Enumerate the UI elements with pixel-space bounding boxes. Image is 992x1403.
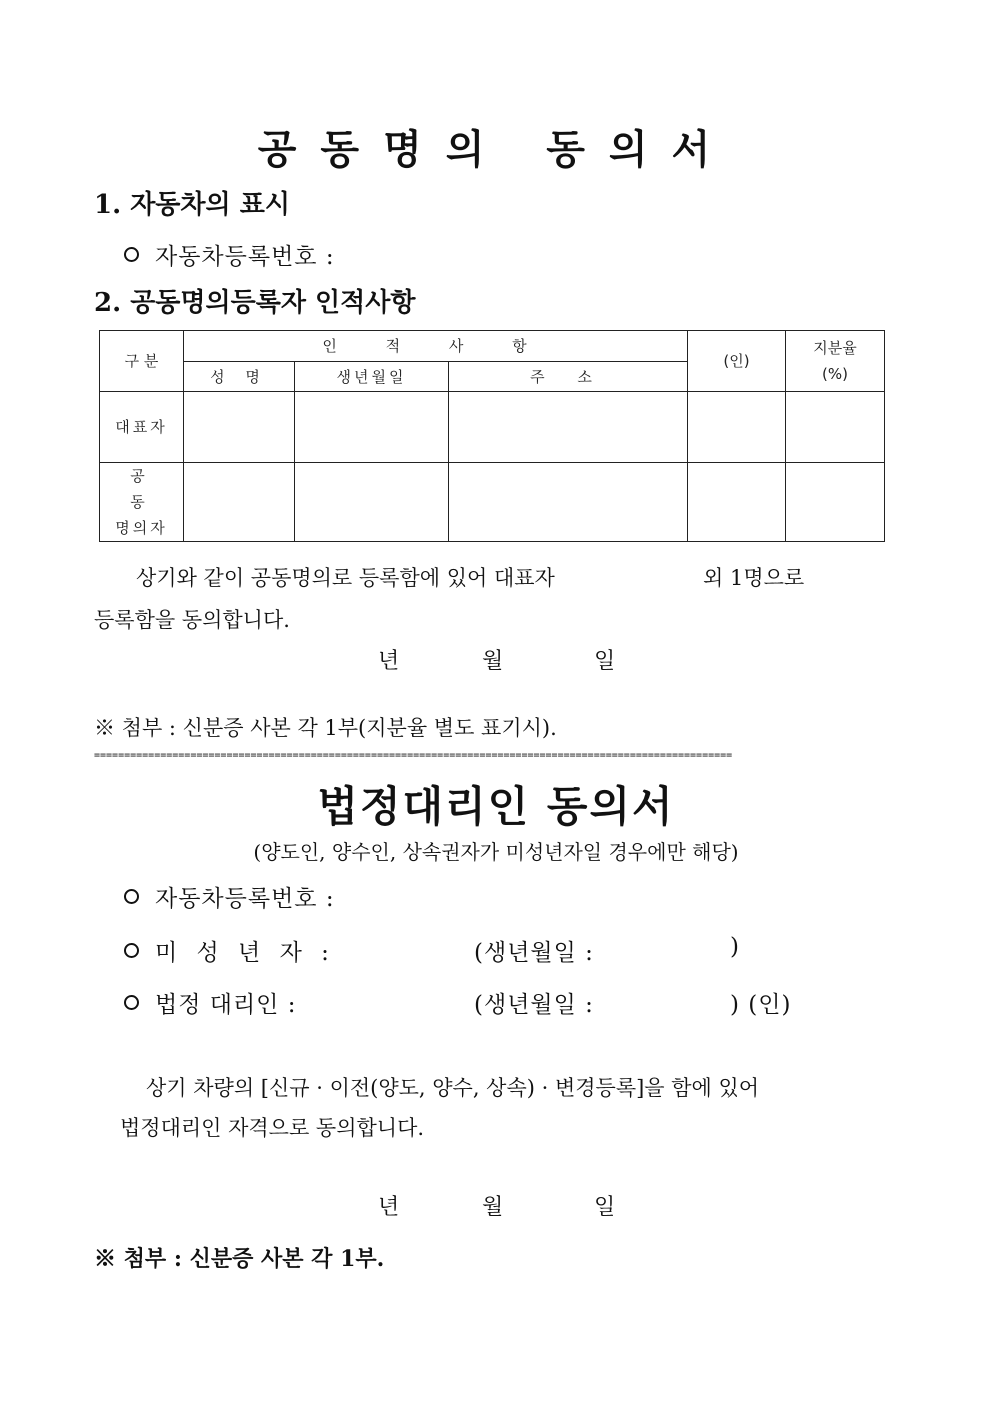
cell-rep-share[interactable] bbox=[786, 392, 885, 463]
cell-joint-share[interactable] bbox=[786, 463, 885, 542]
reg-number-item bbox=[124, 238, 335, 271]
cell-rep-seal[interactable] bbox=[688, 392, 786, 463]
section-heading-owners: 2. 공동명의등록자 인적사항 bbox=[94, 288, 416, 318]
separator-line: ========================================================================================================== bbox=[94, 750, 733, 761]
header-address: 주 소 bbox=[449, 362, 688, 392]
date-year-1: 년 bbox=[378, 649, 400, 674]
header-name: 성 명 bbox=[184, 362, 295, 392]
section-heading-vehicle: 1. 자동차의 표시 bbox=[94, 190, 290, 220]
date-day-1: 일 bbox=[594, 649, 616, 674]
owners-table bbox=[99, 330, 885, 542]
joint-label-line2: 명의자 bbox=[115, 519, 168, 537]
cell-rep-name[interactable] bbox=[184, 392, 295, 463]
consent-text-line1b: 외 1명으로 bbox=[703, 566, 805, 590]
guardian-reg-number-label: 자동차등록번호 : bbox=[155, 886, 335, 912]
joint-label-line1: 공 동 bbox=[130, 467, 163, 511]
header-share-label: 지분율 bbox=[813, 339, 857, 357]
guardian-consent-line2: 법정대리인 자격으로 동의합니다. bbox=[120, 1116, 425, 1140]
cell-joint-seal[interactable] bbox=[688, 463, 786, 542]
row-label-representative: 대표자 bbox=[100, 392, 184, 463]
consent-text-line2: 등록함을 동의합니다. bbox=[94, 608, 290, 632]
cell-rep-birth[interactable] bbox=[295, 392, 449, 463]
cell-rep-address[interactable] bbox=[449, 392, 688, 463]
cell-joint-address[interactable] bbox=[449, 463, 688, 542]
guardian-label: 법정 대리인 : bbox=[155, 992, 297, 1018]
guardian-birth-close-seal: ) (인) bbox=[730, 992, 792, 1018]
header-gubun: 구 분 bbox=[100, 331, 184, 392]
consent-text-line1a: 상기와 같이 공동명의로 등록함에 있어 대표자 bbox=[136, 566, 555, 590]
minor-label: 미 성 년 자 : bbox=[155, 940, 335, 966]
attachment-note-2: ※ 첨부 : 신분증 사본 각 1부. bbox=[94, 1246, 385, 1272]
header-birth: 생년월일 bbox=[295, 362, 449, 392]
row-label-joint-owner bbox=[100, 463, 184, 542]
date-day-2: 일 bbox=[594, 1195, 616, 1220]
attachment-note-1: ※ 첨부 : 신분증 사본 각 1부(지분율 별도 표기시). bbox=[94, 716, 557, 740]
guardian-title: 법정대리인 동의서 bbox=[317, 782, 675, 831]
date-year-2: 년 bbox=[378, 1195, 400, 1220]
date-month-2: 월 bbox=[482, 1195, 504, 1220]
minor-item bbox=[124, 934, 335, 967]
circle-bullet-icon bbox=[124, 995, 139, 1010]
header-personal-info: 인 적 사 항 bbox=[184, 331, 688, 362]
guardian-item bbox=[124, 986, 296, 1019]
minor-birth-close: ) bbox=[730, 934, 740, 960]
circle-bullet-icon bbox=[124, 247, 139, 262]
header-share bbox=[786, 331, 885, 392]
guardian-subtitle: (양도인, 양수인, 상속권자가 미성년자일 경우에만 해당) bbox=[253, 840, 739, 864]
circle-bullet-icon bbox=[124, 889, 139, 904]
date-month-1: 월 bbox=[482, 649, 504, 674]
page-title: 공동명의 동의서 bbox=[257, 126, 735, 173]
cell-joint-name[interactable] bbox=[184, 463, 295, 542]
header-seal: (인) bbox=[688, 331, 786, 392]
guardian-consent-line1: 상기 차량의 [신규 · 이전(양도, 양수, 상속) · 변경등록]을 함에 있어 bbox=[146, 1076, 760, 1100]
guardian-reg-number-item bbox=[124, 880, 335, 913]
guardian-birth-label: (생년월일 : bbox=[474, 992, 594, 1018]
minor-birth-label: (생년월일 : bbox=[474, 940, 594, 966]
reg-number-label: 자동차등록번호 : bbox=[155, 244, 335, 270]
circle-bullet-icon bbox=[124, 943, 139, 958]
header-share-unit: (%) bbox=[822, 365, 848, 383]
cell-joint-birth[interactable] bbox=[295, 463, 449, 542]
